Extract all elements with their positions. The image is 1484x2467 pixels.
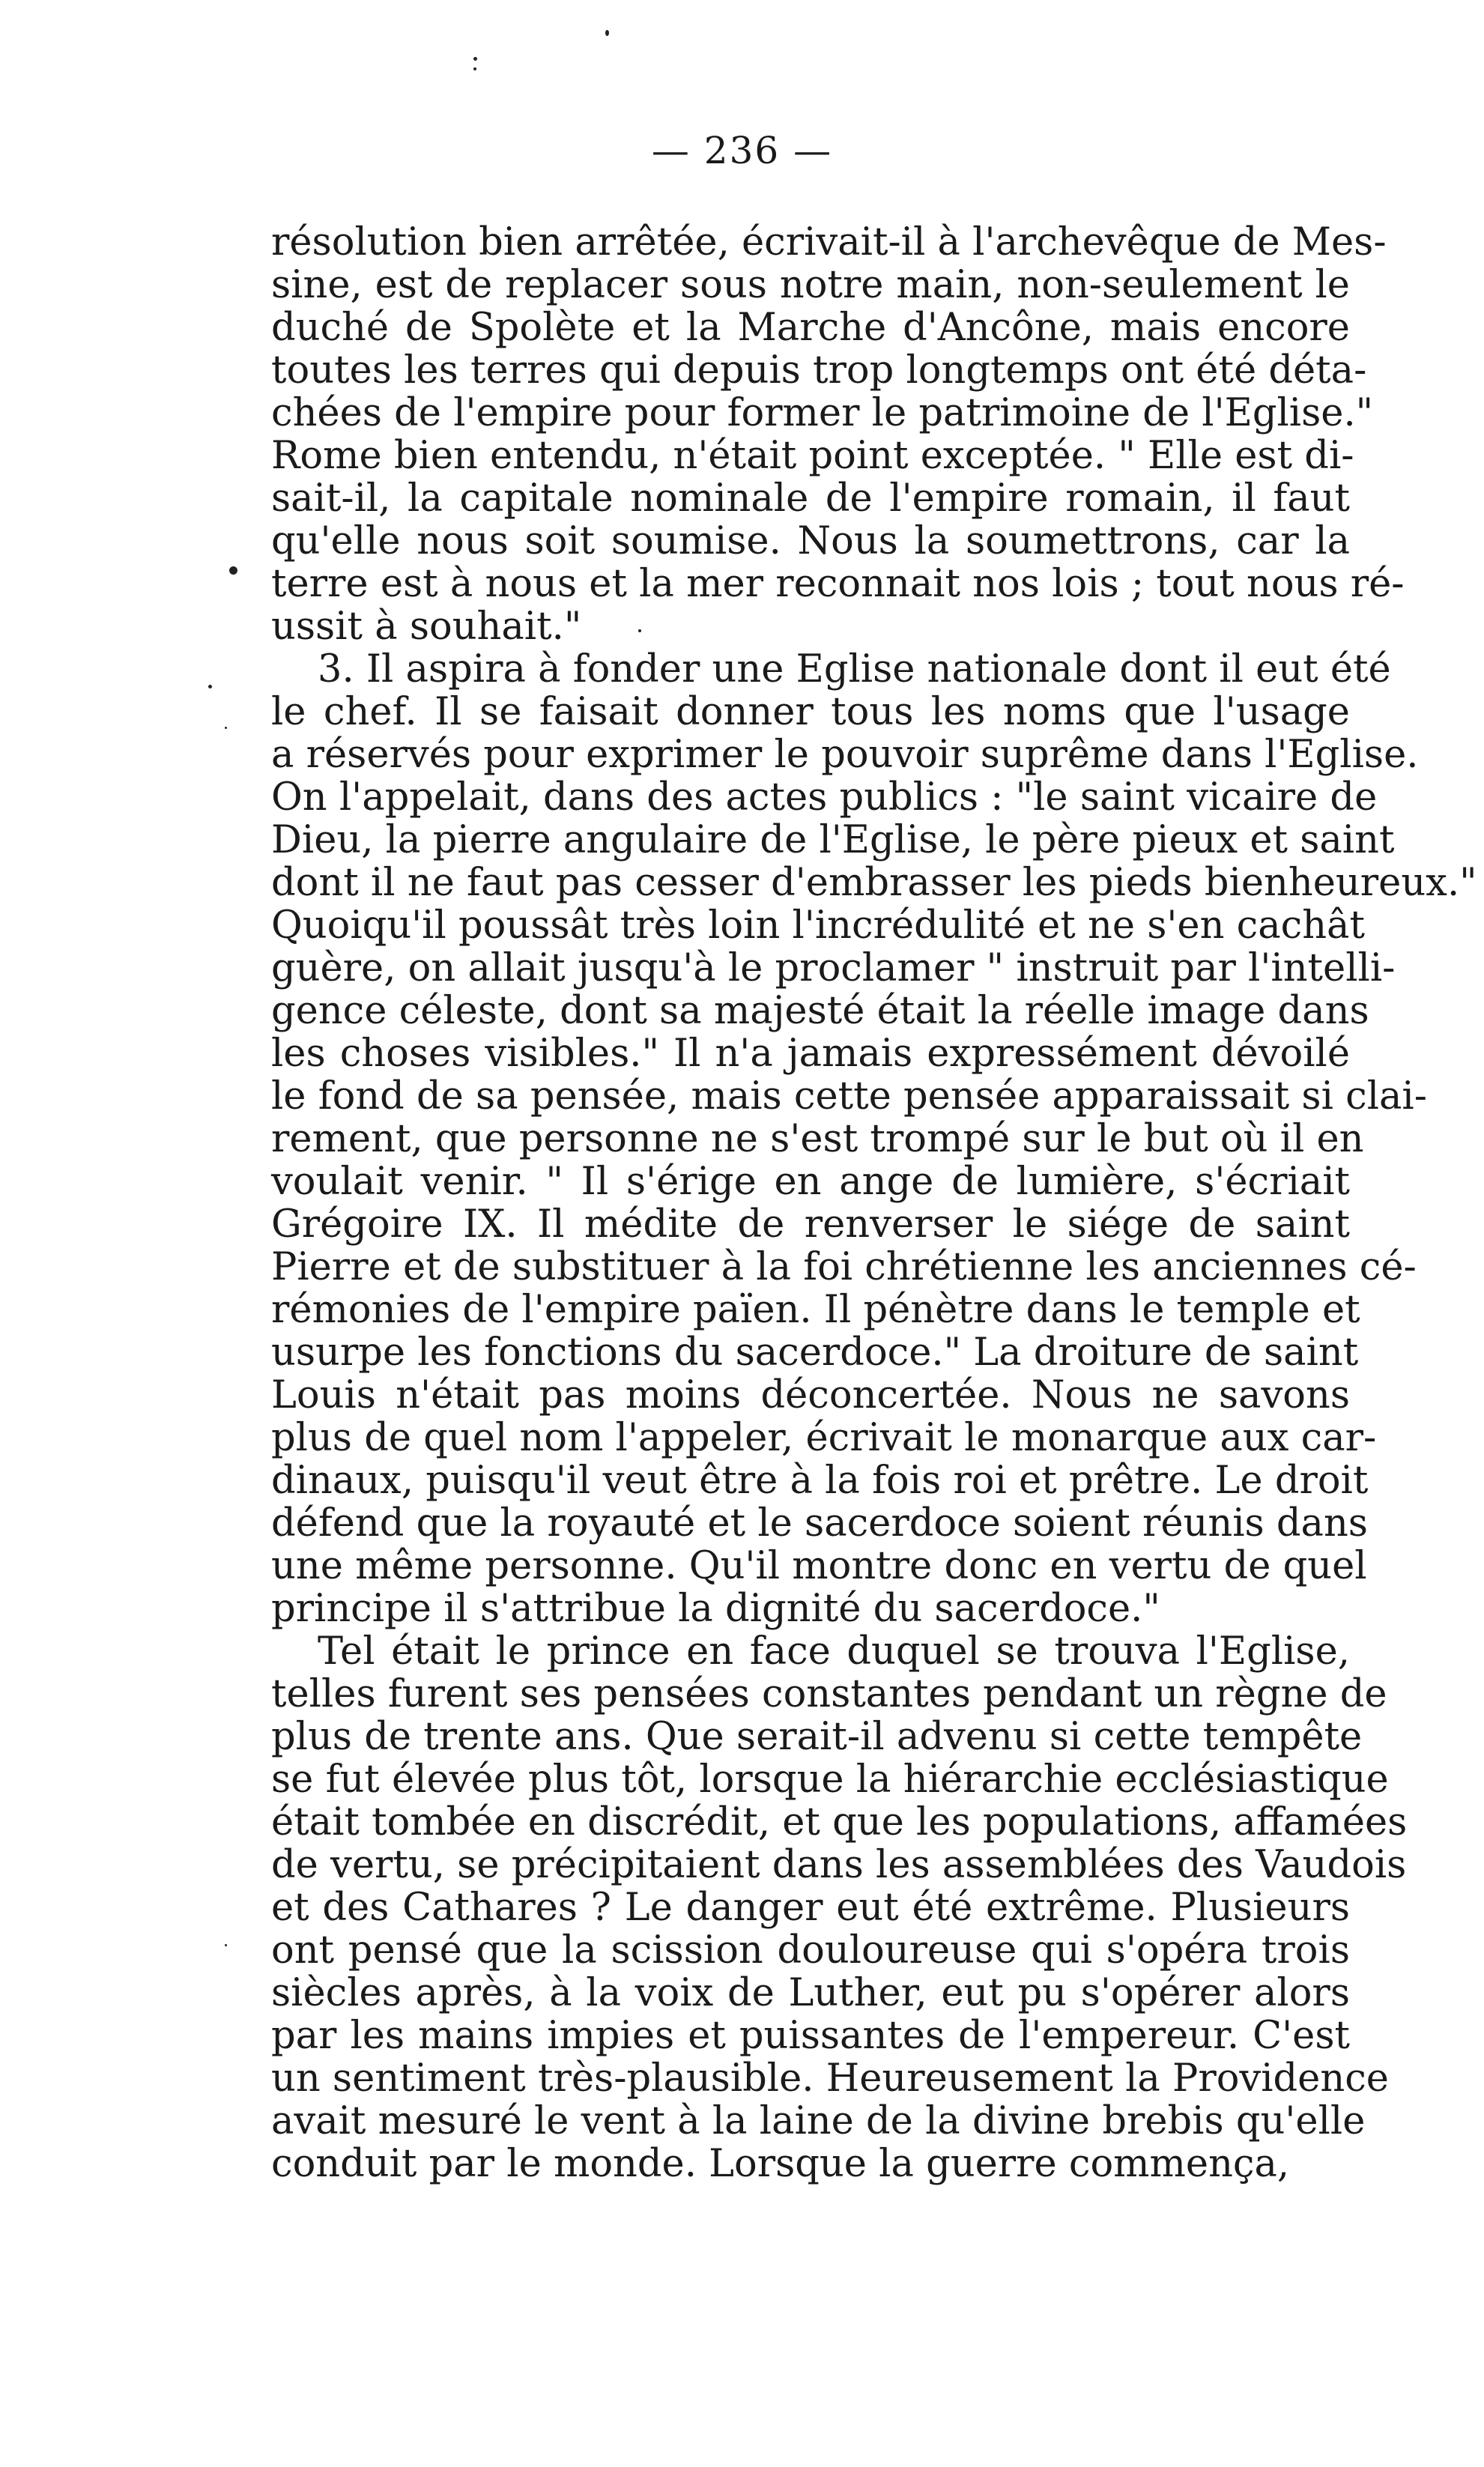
text-line: et des Cathares ? Le danger eut été extrême. Plusieurs [271, 1886, 1350, 1930]
page-number: — 236 — [651, 129, 833, 172]
text-line: plus de quel nom l'appeler, écrivait le monarque aux car- [271, 1416, 1377, 1460]
text-line: voulait venir. " Il s'érige en ange de lumière, s'écriait [271, 1160, 1350, 1204]
text-line: dont il ne faut pas cesser d'embrasser les pieds bienheureux." [271, 861, 1477, 905]
print-speck [225, 1944, 227, 1946]
text-line: Rome bien entendu, n'était point exceptée. " Elle est di- [271, 434, 1354, 478]
text-line: Quoiqu'il poussât très loin l'incrédulité et ne s'en cachât [271, 903, 1365, 948]
print-speck [605, 30, 609, 36]
text-line: les choses visibles." Il n'a jamais expressément dévoilé [271, 1032, 1350, 1076]
text-line: guère, on allait jusqu'à le proclamer " instruit par l'intelli- [271, 946, 1396, 990]
text-line: une même personne. Qu'il montre donc en vertu de quel [271, 1544, 1367, 1588]
print-speck [225, 727, 227, 729]
text-line: Pierre et de substituer à la foi chrétienne les anciennes cé- [271, 1245, 1417, 1289]
text-line: sait-il, la capitale nominale de l'empire romain, il faut [271, 476, 1350, 521]
body-text [271, 220, 1477, 2186]
print-speck [229, 566, 237, 575]
print-speck [473, 67, 476, 70]
text-line: Tel était le prince en face duquel se trouva l'Eglise, [318, 1629, 1350, 1674]
text-line: était tombée en discrédit, et que les populations, affamées [271, 1800, 1408, 1844]
text-line: Grégoire IX. Il médite de renverser le siége de saint [271, 1202, 1350, 1247]
text-line: terre est à nous et la mer reconnait nos lois ; tout nous ré- [271, 562, 1405, 606]
text-line: avait mesuré le vent à la laine de la divine brebis qu'elle [271, 2099, 1366, 2143]
text-line: telles furent ses pensées constantes pendant un règne de [271, 1672, 1387, 1716]
text-line: rémonies de l'empire païen. Il pénètre dans le temple et [271, 1288, 1360, 1332]
text-line: conduit par le monde. Lorsque la guerre commença, [271, 2142, 1290, 2186]
text-line: 3. Il aspira à fonder une Eglise nationale dont il eut été [318, 647, 1391, 691]
text-line: duché de Spolète et la Marche d'Ancône, mais encore [271, 306, 1350, 350]
text-line: dinaux, puisqu'il veut être à la fois roi et prêtre. Le droit [271, 1459, 1369, 1503]
text-line: a réservés pour exprimer le pouvoir suprême dans l'Eglise. [271, 733, 1419, 777]
text-line: ont pensé que la scission douloureuse qui s'opéra trois [271, 1928, 1350, 1973]
text-line: gence céleste, dont sa majesté était la réelle image dans [271, 989, 1369, 1033]
text-line: chées de l'empire pour former le patrimoine de l'Eglise." [271, 391, 1374, 435]
text-line: par les mains impies et puissantes de l'empereur. C'est [271, 2014, 1350, 2058]
text-line: usurpe les fonctions du sacerdoce." La droiture de saint [271, 1331, 1359, 1375]
text-line: le fond de sa pensée, mais cette pensée apparaissait si clai- [271, 1074, 1427, 1119]
text-line: résolution bien arrêtée, écrivait-il à l'archevêque de Mes- [271, 220, 1387, 264]
text-line: qu'elle nous soit soumise. Nous la soumettrons, car la [271, 519, 1350, 563]
text-line: de vertu, se précipitaient dans les assemblées des Vaudois [271, 1843, 1407, 1887]
text-line: plus de trente ans. Que serait-il advenu si cette tempête [271, 1715, 1363, 1759]
text-line: un sentiment très-plausible. Heureusement la Providence [271, 2056, 1389, 2101]
text-line: défend que la royauté et le sacerdoce soient réunis dans [271, 1501, 1368, 1546]
text-line: Louis n'était pas moins déconcertée. Nous ne savons [271, 1373, 1350, 1417]
text-line: rement, que personne ne s'est trompé sur le but où il en [271, 1117, 1364, 1161]
text-line: toutes les terres qui depuis trop longtemps ont été déta- [271, 348, 1367, 393]
text-line: siècles après, à la voix de Luther, eut pu s'opérer alors [271, 1971, 1350, 2015]
text-line: se fut élevée plus tôt, lorsque la hiérarchie ecclésiastique [271, 1758, 1389, 1802]
text-line: On l'appelait, dans des actes publics : "le saint vicaire de [271, 775, 1378, 820]
text-line: le chef. Il se faisait donner tous les noms que l'usage [271, 690, 1350, 734]
text-line: sine, est de replacer sous notre main, non-seulement le [271, 263, 1350, 307]
print-speck [473, 57, 477, 61]
text-line: ussit à souhait." [271, 605, 582, 649]
text-line: principe il s'attribue la dignité du sacerdoce." [271, 1587, 1160, 1631]
text-line: Dieu, la pierre angulaire de l'Eglise, le père pieux et saint [271, 818, 1395, 862]
print-speck [208, 685, 212, 688]
